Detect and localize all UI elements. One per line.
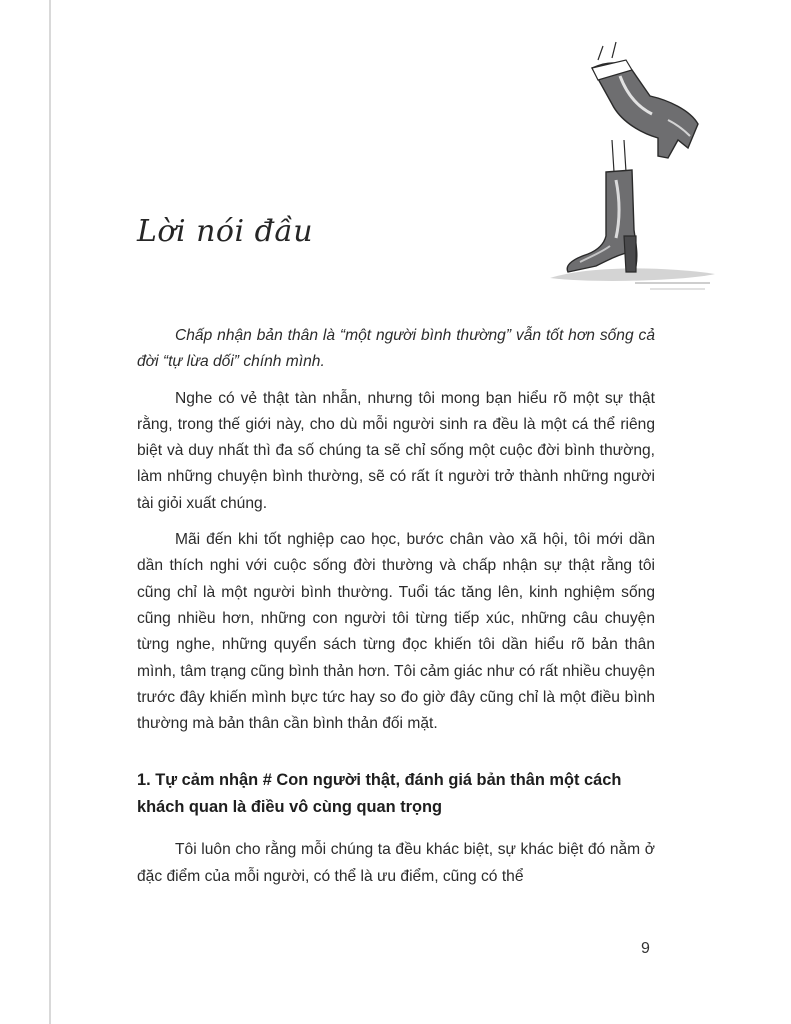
chapter-title: Lời nói đầu — [137, 214, 314, 249]
section-heading: 1. Tự cảm nhận # Con người thật, đánh giá bản thân một cách khách quan là điều vô cùng quan trọng — [137, 771, 622, 817]
body-paragraph: Mãi đến khi tốt nghiệp cao học, bước chân vào xã hội, tôi mới dần dần thích nghi với cuộc sống đời thường và chấp nhận sự thật rằng tôi cũng chỉ là một người bình thường. Tuổi tác tăng lên, kinh nghiệm sống cũng nhiều hơn, những con người tôi từng tiếp xúc, những câu chuyện từng nghe, những quyển sách từng đọc khiến tôi dần hiểu rõ bản thân mình, tâm trạng cũng bình thản hơn. Tôi cảm giác như có rất nhiều chuyện trước đây khiến mình bực tức hay so đo giờ đây cũng chỉ là một điều bình thường mà bản thân cần bình thản đối mặt. — [137, 531, 655, 733]
body-text — [137, 323, 655, 900]
intro-paragraph: Chấp nhận bản thân là “một người bình thường” vẫn tốt hơn sống cả đời “tự lừa dối” chính mình. — [137, 327, 655, 371]
boot-legs-illustration-icon — [540, 40, 730, 300]
body-paragraph: Nghe có vẻ thật tàn nhẫn, nhưng tôi mong bạn hiểu rõ một sự thật rằng, trong thế giới này, cho dù mỗi người sinh ra đều là một cá thể riêng biệt và duy nhất thì đa số chúng ta sẽ chỉ sống một cuộc đời bình thường, làm những chuyện bình thường, sẽ có rất ít người trở thành những người tài giỏi xuất chúng. — [137, 389, 655, 512]
section-paragraph: Tôi luôn cho rằng mỗi chúng ta đều khác biệt, sự khác biệt đó nằm ở đặc điểm của mỗi người, có thể là ưu điểm, cũng có thể — [137, 841, 655, 885]
page-spine-line — [49, 0, 51, 1024]
page-number: 9 — [641, 940, 650, 957]
